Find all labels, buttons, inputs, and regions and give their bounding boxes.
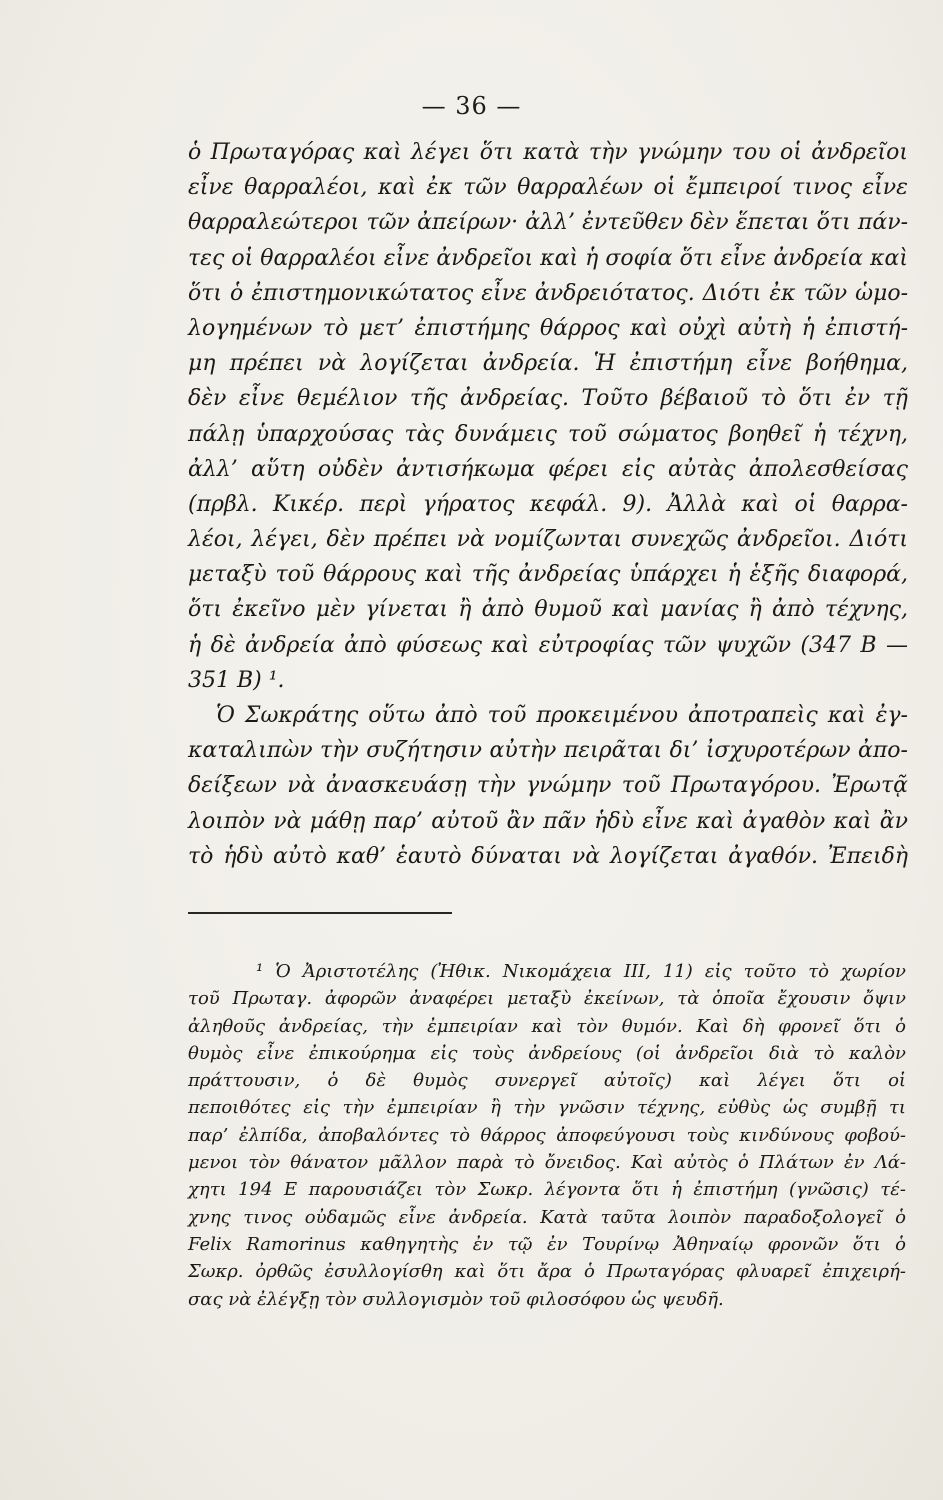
- footnote-line: ¹ Ὁ Ἀριστοτέλης (Ἠθικ. Νικομάχεια III, 11) εἰς τοῦτο τὸ χωρίον: [256, 961, 906, 982]
- text-line: ὁ Πρωταγόρας καὶ λέγει ὅτι κατὰ τὴν γνώμην του οἱ ἀνδρεῖοι: [188, 140, 908, 165]
- text-line: (πρβλ. Κικέρ. περὶ γήρατος κεφάλ. 9). Ἀλλὰ καὶ οἱ θαρρα-: [188, 491, 908, 517]
- text-line: ὅτι ἐκεῖνο μὲν γίνεται ἢ ἀπὸ θυμοῦ καὶ μανίας ἢ ἀπὸ τέχνης,: [188, 597, 908, 623]
- footnote-line: σας νὰ ἐλέγξῃ τὸν συλλογισμὸν τοῦ φιλοσόφου ὡς ψευδῆ.: [188, 1288, 724, 1310]
- text-line: δὲν εἶνε θεμέλιον τῆς ἀνδρείας. Τοῦτο βέβαιοῦ τὸ ὅτι ἐν τῇ: [188, 386, 908, 412]
- footnote-line: χνης τινος οὐδαμῶς εἶνε ἀνδρεία. Κατὰ ταῦτα λοιπὸν παραδοξολογεῖ ὁ: [188, 1206, 906, 1228]
- text-line: ὅτι ὁ ἐπιστημονικώτατος εἶνε ἀνδρειότατος. Διότι ἐκ τῶν ὡμο-: [188, 280, 908, 306]
- main-text-block: [188, 135, 908, 874]
- text-line: δείξεων νὰ ἀνασκευάσῃ τὴν γνώμην τοῦ Πρωταγόρου. Ἐρωτᾷ: [188, 773, 908, 799]
- text-line: ἡ δὲ ἀνδρεία ἀπὸ φύσεως καὶ εὐτροφίας τῶν ψυχῶν (347 B —: [188, 632, 908, 658]
- text-line: λέοι, λέγει, δὲν πρέπει νὰ νομίζωνται συνεχῶς ἀνδρεῖοι. Διότι: [188, 527, 908, 553]
- page-number: — 36 —: [421, 92, 522, 120]
- footnote-line: πεποιθότες εἰς τὴν ἐμπειρίαν ἢ τὴν γνῶσιν τέχνης, εὐθὺς ὡς συμβῇ τι: [188, 1097, 906, 1119]
- footnote-divider: [188, 912, 452, 914]
- text-line: τες οἱ θαρραλέοι εἶνε ἀνδρεῖοι καὶ ἡ σοφία ὅτι εἶνε ἀνδρεία καὶ: [188, 245, 908, 271]
- text-line: ἀλλ’ αὕτη οὐδὲν ἀντισήκωμα φέρει εἰς αὐτὰς ἀπολεσθείσας: [188, 456, 908, 482]
- footnote-line: πράττουσιν, ὁ δὲ θυμὸς συνεργεῖ αὐτοῖς) καὶ λέγει ὅτι οἱ: [188, 1070, 906, 1092]
- text-line: μεταξὺ τοῦ θάρρους καὶ τῆς ἀνδρείας ὑπάρχει ἡ ἑξῆς διαφορά,: [188, 562, 908, 588]
- text-line: 351 B) ¹.: [188, 667, 285, 693]
- text-line: εἶνε θαρραλέοι, καὶ ἐκ τῶν θαρραλέων οἱ ἔμπειροί τινος εἶνε: [188, 175, 908, 201]
- text-line: μη πρέπει νὰ λογίζεται ἀνδρεία. Ἡ ἐπιστήμη εἶνε βοήθημα,: [188, 351, 908, 377]
- footnote-line: παρ’ ἐλπίδα, ἀποβαλόντες τὸ θάρρος ἀποφεύγουσι τοὺς κινδύνους φοβού-: [188, 1124, 906, 1146]
- text-line: θαρραλεώτεροι τῶν ἀπείρων· ἀλλ’ ἐντεῦθεν δὲν ἕπεται ὅτι πάν-: [188, 210, 908, 236]
- footnote-line: μενοι τὸν θάνατον μᾶλλον παρὰ τὸ ὄνειδος. Καὶ αὐτὸς ὁ Πλάτων ἐν Λά-: [188, 1152, 906, 1174]
- text-line: τὸ ἡδὺ αὐτὸ καθ’ ἑαυτὸ δύναται νὰ λογίζεται ἀγαθόν. Ἐπειδὴ: [188, 843, 908, 869]
- footnote-line: ἀληθοῦς ἀνδρείας, τὴν ἐμπειρίαν καὶ τὸν θυμόν. Καὶ δὴ φρονεῖ ὅτι ὁ: [188, 1015, 906, 1037]
- footnote-line: τοῦ Πρωταγ. ἀφορῶν ἀναφέρει μεταξὺ ἐκείνων, τὰ ὁποῖα ἔχουσιν ὄψιν: [188, 988, 906, 1010]
- footnote-line: Felix Ramorinus καθηγητὴς ἐν τῷ ἐν Τουρίνῳ Ἀθηναίῳ φρονῶν ὅτι ὁ: [188, 1233, 906, 1255]
- text-line: λογημένων τὸ μετ’ ἐπιστήμης θάρρος καὶ οὐχὶ αὐτὴ ἡ ἐπιστή-: [188, 315, 908, 341]
- text-line: πάλῃ ὑπαρχούσας τὰς δυνάμεις τοῦ σώματος βοηθεῖ ἡ τέχνη,: [188, 421, 908, 447]
- footnote-line: χητι 194 E παρουσιάζει τὸν Σωκρ. λέγοντα ὅτι ἡ ἐπιστήμη (γνῶσις) τέ-: [188, 1179, 906, 1201]
- text-line: λοιπὸν νὰ μάθῃ παρ’ αὐτοῦ ἂν πᾶν ἡδὺ εἶνε καὶ ἀγαθὸν καὶ ἂν: [188, 808, 908, 834]
- footnote-line: Σωκρ. ὀρθῶς ἐσυλλογίσθη καὶ ὅτι ἄρα ὁ Πρωταγόρας φλυαρεῖ ἐπιχειρή-: [188, 1261, 906, 1283]
- text-line: Ὁ Σωκράτης οὕτω ἀπὸ τοῦ προκειμένου ἀποτραπεὶς καὶ ἐγ-: [216, 703, 908, 728]
- text-line: καταλιπὼν τὴν συζήτησιν αὐτὴν πειρᾶται δι’ ἰσχυροτέρων ἀπο-: [188, 738, 908, 764]
- footnote-block: [188, 958, 906, 1313]
- footnote-line: θυμὸς εἶνε ἐπικούρημα εἰς τοὺς ἀνδρείους (οἱ ἀνδρεῖοι διὰ τὸ καλὸν: [188, 1042, 906, 1064]
